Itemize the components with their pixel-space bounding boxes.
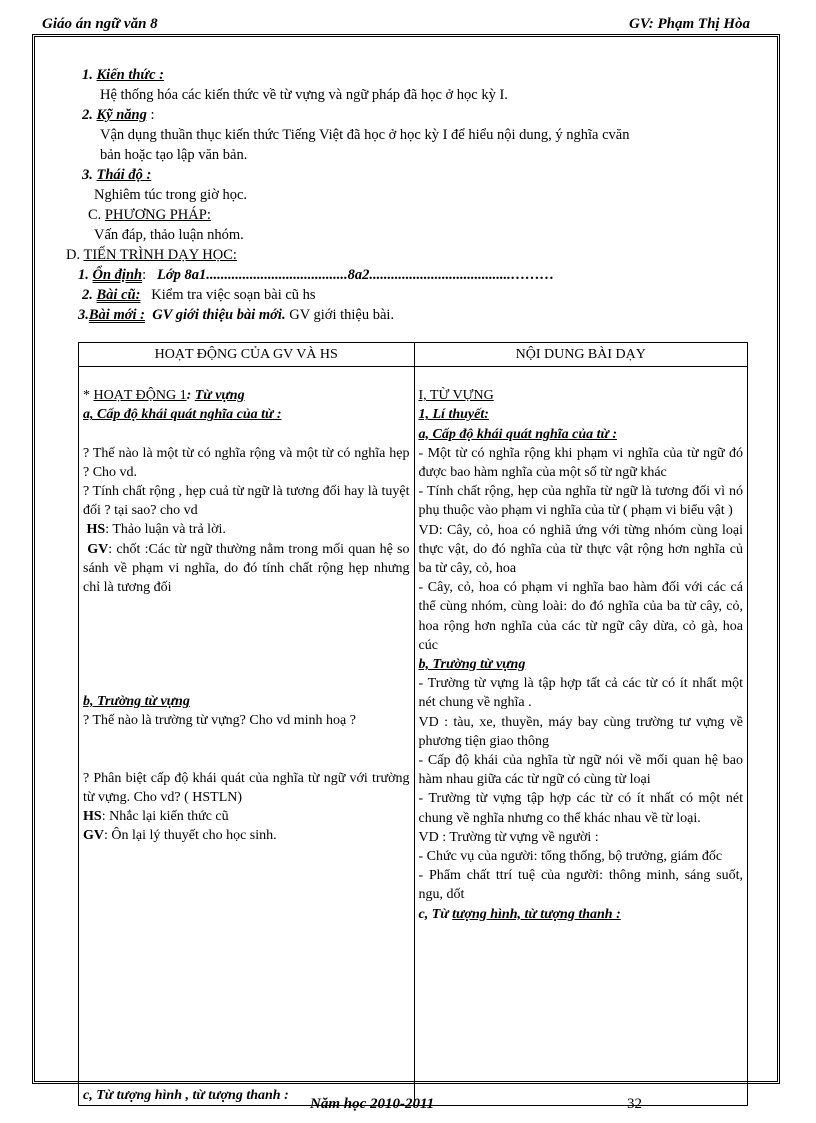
d1-line: 1. Ổn định: Lớp 8a1.......................................8a2.......................................……… — [78, 267, 555, 283]
gv-1: GV: chốt :Các từ ngữ thường nằm trong mối quan hệ so sánh về phạm vi nghĩa, do đó tính chất rộng hẹp nhưng chỉ là tương đối — [83, 541, 410, 596]
k1-text: Hệ thống hóa các kiến thức về từ vựng và ngữ pháp đã học ở học kỳ I. — [100, 87, 508, 103]
right-b-title: b, Trường từ vựng — [418, 657, 526, 673]
content-p7: - Cấp độ khái của nghĩa từ ngữ nói về mối quan hệ bao hàm nhau giữa các từ ngữ có cùng từ loại — [418, 753, 743, 788]
content-p6: VD : tàu, xe, thuyền, máy bay cùng trường tư vựng về phương tiện giao thông — [418, 714, 743, 749]
content-p1: - Một từ có nghĩa rộng khi phạm vi nghĩa của từ ngữ đó được bao hàm nghĩa của một số từ ngữ khác — [418, 445, 743, 481]
content-p9: VD : Trường từ vựng về người : — [418, 829, 599, 845]
k3-text: Nghiêm túc trong giờ học. — [94, 187, 248, 203]
page-header — [38, 14, 750, 34]
left-a-title: a, Cấp độ khái quát nghĩa của từ : — [83, 407, 282, 423]
left-b-title: b, Trường từ vựng — [83, 694, 190, 710]
hd1-title: * HOẠT ĐỘNG 1: Từ vựng — [83, 388, 245, 404]
d3-line: 3.Bài mới : GV giới thiệu bài mới. GV giới thiệu bài. — [78, 307, 395, 323]
d2-line: 2. Bài cũ: Kiểm tra việc soạn bài cũ hs — [82, 287, 316, 303]
content-p4: - Cây, cỏ, hoa có phạm vi nghĩa bao hàm đối với các cá thể cùng nhóm, cùng loài: do đó nghĩa của ba từ cây, cỏ, hoa rộng hơn nghĩa của các từ ngữ cây dừa, cỏ gà, hoa cúc — [418, 580, 743, 653]
page-number: 32 — [627, 1096, 642, 1112]
school-year: Năm học 2010-2011 — [310, 1096, 435, 1112]
k2-text-b: bản hoặc tạo lập văn bản. — [100, 147, 248, 163]
hs-2: HS: Nhắc lại kiến thức cũ — [83, 809, 229, 825]
header-subject: Giáo án ngữ văn 8 — [42, 16, 158, 32]
lesson-table — [78, 342, 748, 1106]
header-teacher: GV: Phạm Thị Hòa — [629, 16, 750, 32]
question-1: ? Thế nào là một từ có nghĩa rộng và một từ có nghĩa hẹp ? Cho vd. — [83, 445, 410, 480]
k1-heading: 1. Kiến thức : — [82, 67, 164, 83]
content-p5: - Trường từ vựng là tập hợp tất cả các từ có ít nhất một nét chung về nghĩa . — [418, 676, 743, 711]
section-c-text: Vấn đáp, thảo luận nhóm. — [94, 227, 244, 243]
right-a-title: a, Cấp độ khái quát nghĩa của từ : — [418, 426, 618, 442]
k2-text-a: Vận dụng thuần thục kiến thức Tiếng Việt đã học ở học kỳ I để hiểu nội dung, ý nghĩa cvăn — [100, 127, 630, 143]
content-p2: - Tính chất rộng, hẹp của nghĩa từ ngữ là tương đối vì nó phụ thuộc vào phạm vi nghĩa của từ ( phạm vi biểu vật ) — [418, 484, 743, 519]
hs-1: HS: Thảo luận và trả lời. — [86, 522, 226, 538]
content-p10: - Chức vụ của người: tổng thống, bộ trưởng, giám đốc — [418, 849, 723, 865]
k2-heading: 2. Kỹ năng : — [82, 107, 155, 123]
gv-2: GV: Ôn lại lý thuyết cho học sinh. — [83, 828, 277, 844]
content-p11: - Phẩm chất ttrí tuệ của người: thông minh, sáng suốt, ngu, dốt — [418, 868, 743, 903]
question-3: ? Thế nào là trường từ vựng? Cho vd minh hoạ ? — [83, 713, 356, 729]
vocab-title: I, TỪ VỰNG — [418, 388, 494, 404]
section-d-heading: D. TIẾN TRÌNH DẠY HỌC: — [66, 247, 237, 263]
question-4: ? Phân biệt cấp độ khái quát của nghĩa từ ngữ với trường từ vựng. Cho vd? ( HSTLN) — [83, 770, 410, 805]
content-cell — [414, 367, 748, 1106]
col-activity-header: HOẠT ĐỘNG CỦA GV VÀ HS — [79, 343, 415, 367]
k3-heading: 3. Thái độ : — [82, 167, 152, 183]
content-p3: VD: Cây, cỏ, hoa có nghiã ứng với từng nhóm cùng loại thực vật, do đó nghĩa của từ thực vật rộng hơn nghĩa củ ba từ cây, cỏ, hoa — [418, 522, 743, 577]
col-content-header: NỘI DUNG BÀI DẠY — [414, 343, 748, 367]
left-c-title: c, Từ tượng hình , từ tượng thanh : — [83, 1088, 289, 1103]
right-c-title: c, Từ tượng hình, từ tượng thanh : — [418, 906, 621, 922]
content-p8: - Trường từ vựng tập hợp các từ có ít nhất có một nét chung về nghĩa nhưng co thể khác nhau về từ loại. — [418, 791, 743, 826]
section-c-heading: C. PHƯƠNG PHÁP: — [88, 207, 211, 223]
table-header-row — [79, 343, 748, 367]
theory-title: 1, Lí thuyết: — [418, 407, 489, 423]
table-row — [79, 367, 748, 1106]
activity-cell — [79, 367, 415, 1106]
question-2: ? Tính chất rộng , hẹp cuả từ ngữ là tương đối hay là tuyệt đối ? tại sao? cho vd — [83, 484, 410, 519]
